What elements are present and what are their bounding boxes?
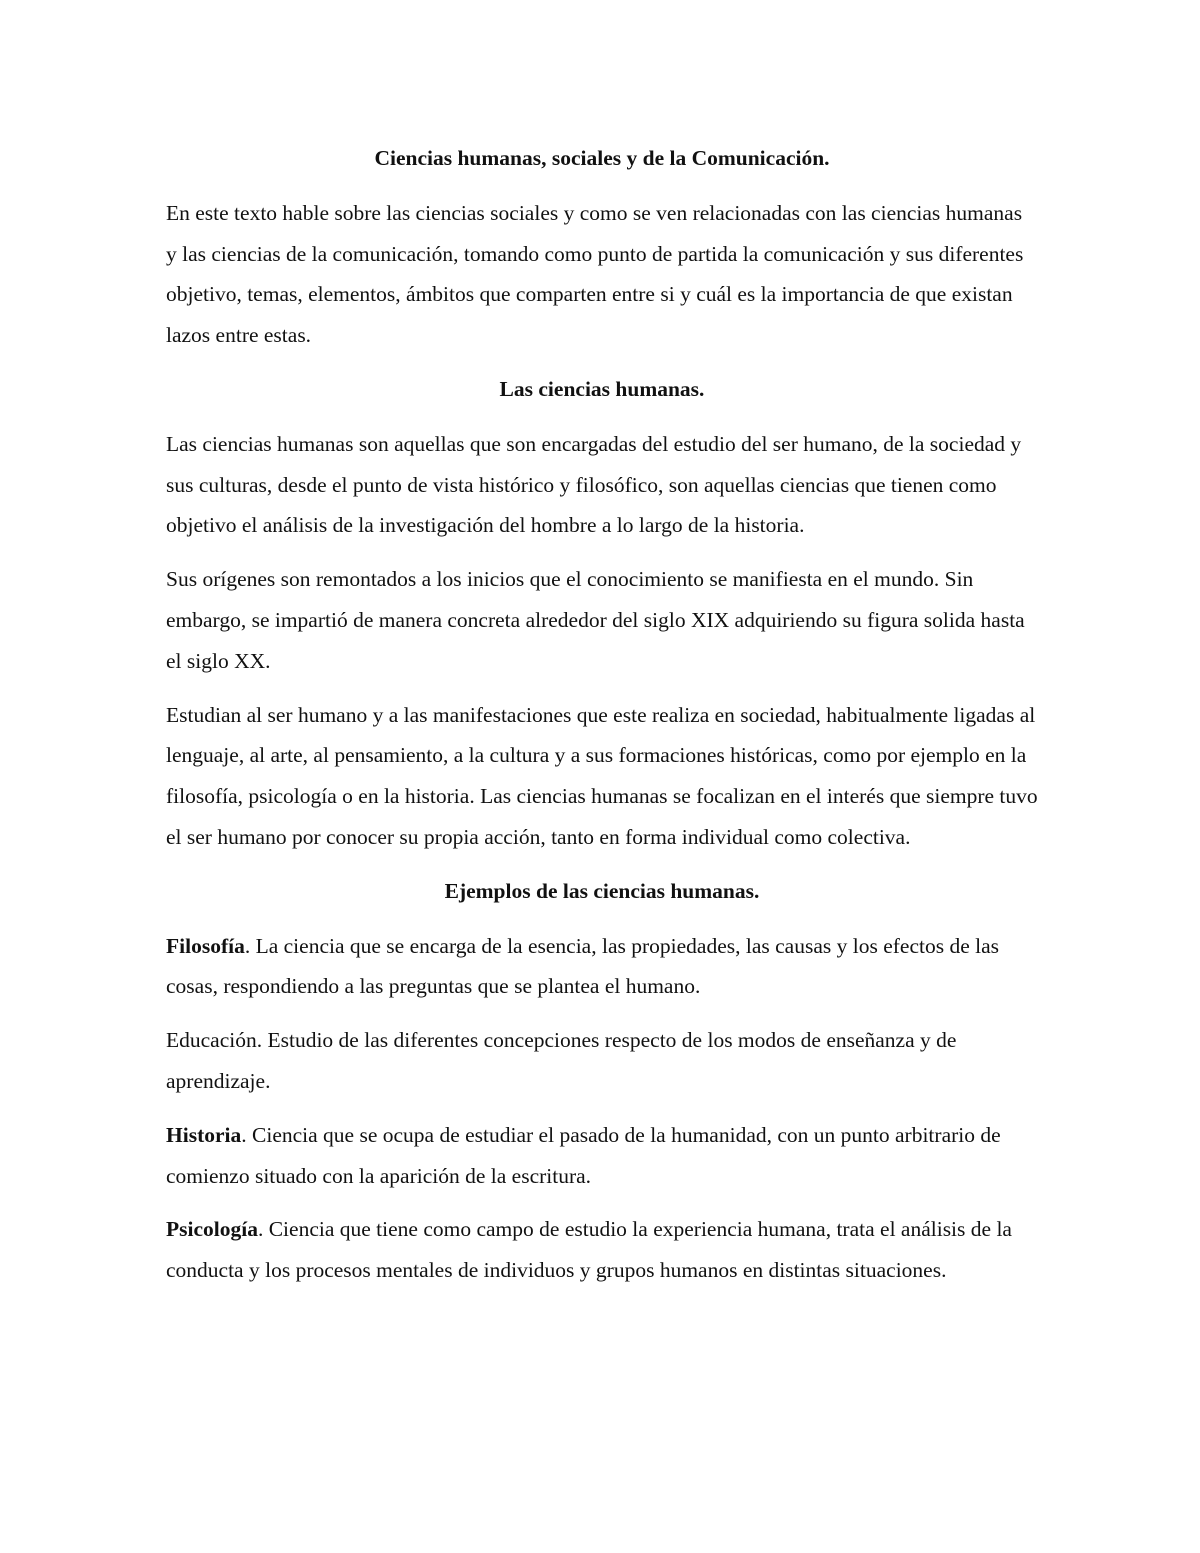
example-description: . La ciencia que se encarga de la esencia, las propiedades, las causas y los efectos de las cosas, respondiendo a las preguntas que se plantea el humano. xyxy=(166,933,1000,999)
example-term: Filosofía xyxy=(166,933,245,958)
body-paragraph: Estudian al ser humano y a las manifestaciones que este realiza en sociedad, habitualmente ligadas al lenguaje, al arte, al pensamiento, a la cultura y a sus formaciones históricas, como por ejemplo en la filosofía, psicología o en la historia. Las ciencias humanas se focalizan en el interés que siempre tuvo el ser humano por conocer su propia acción, tanto en forma individual como colectiva. xyxy=(166,702,1038,849)
example-term: Psicología xyxy=(166,1217,258,1242)
example-item-historia xyxy=(166,1115,1038,1197)
example-description: . Ciencia que se ocupa de estudiar el pasado de la humanidad, con un punto arbitrario de comienzo situado con la aparición de la escritura. xyxy=(166,1122,1001,1188)
example-description: Educación. Estudio de las diferentes concepciones respecto de los modos de enseñanza y de aprendizaje. xyxy=(166,1028,957,1093)
section-heading-ciencias-humanas: Las ciencias humanas. xyxy=(499,376,705,401)
document-body xyxy=(166,138,1038,1291)
document-title: Ciencias humanas, sociales y de la Comunicación. xyxy=(374,146,830,170)
example-term: Historia xyxy=(166,1122,242,1147)
intro-paragraph: En este texto hable sobre las ciencias sociales y como se ven relacionadas con las ciencias humanas y las ciencias de la comunicación, tomando como punto de partida la comunicación y sus diferentes objetivo, temas, elementos, ámbitos que comparten entre si y cuál es la importancia de que existan lazos entre estas. xyxy=(166,200,1024,348)
example-item-educacion xyxy=(166,1020,1038,1102)
body-paragraph: Sus orígenes son remontados a los inicios que el conocimiento se manifiesta en el mundo. Sin embargo, se impartió de manera concreta alrededor del siglo XIX adquiriendo su figura solida hasta el siglo XX. xyxy=(166,567,1025,673)
example-item-filosofia xyxy=(166,926,1038,1008)
example-item-psicologia xyxy=(166,1209,1038,1291)
example-description: . Ciencia que tiene como campo de estudio la experiencia humana, trata el análisis de la conducta y los procesos mentales de individuos y grupos humanos en distintas situaciones. xyxy=(166,1217,1012,1283)
section-heading-ejemplos: Ejemplos de las ciencias humanas. xyxy=(444,878,760,903)
body-paragraph: Las ciencias humanas son aquellas que son encargadas del estudio del ser humano, de la sociedad y sus culturas, desde el punto de vista histórico y filosófico, son aquellas ciencias que tienen como objetivo el análisis de la investigación del hombre a lo largo de la historia. xyxy=(166,431,1022,538)
